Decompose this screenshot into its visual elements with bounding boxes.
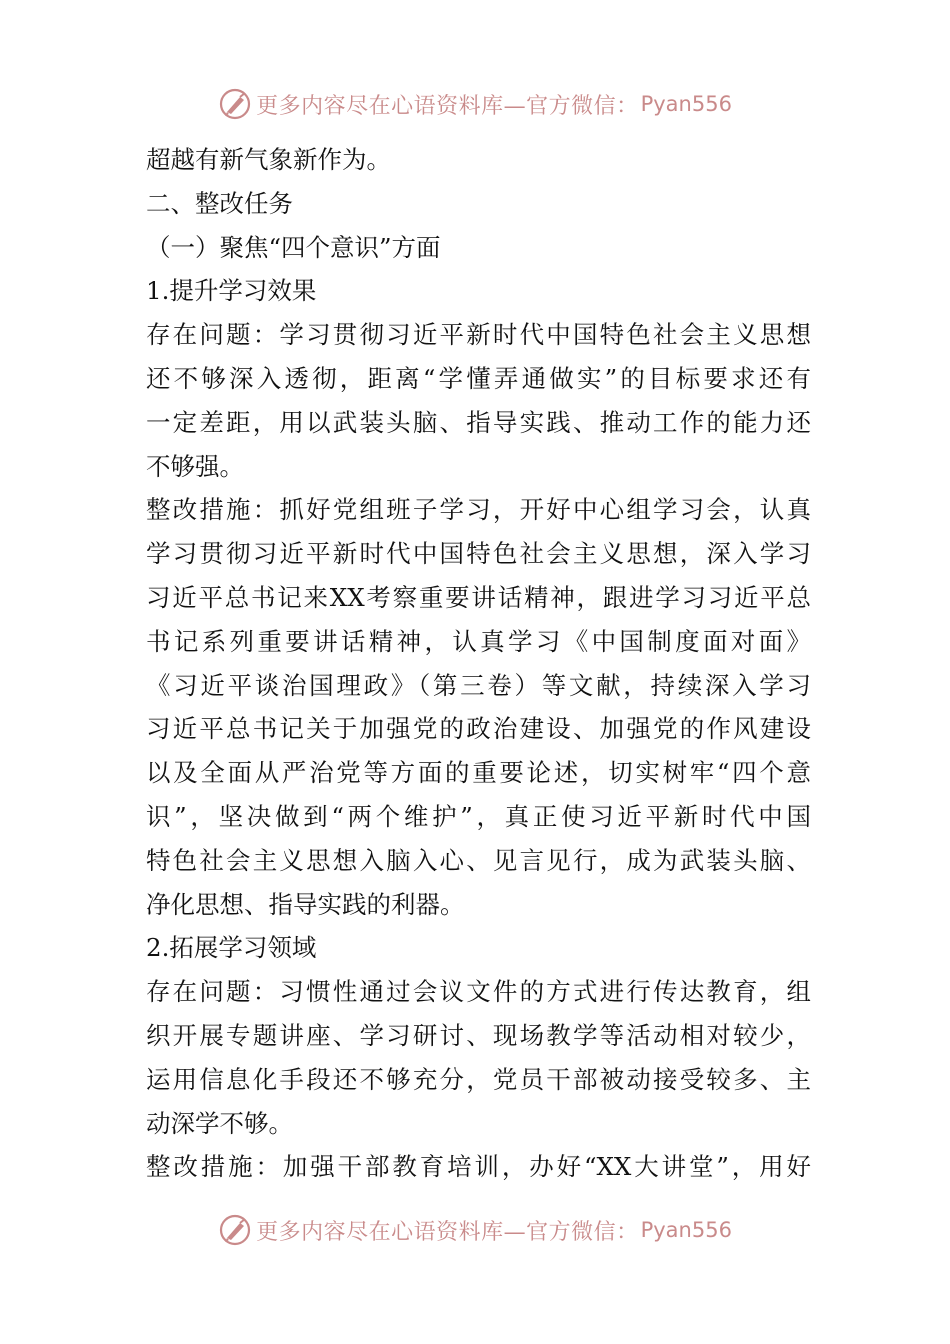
text-line: 整改措施：加强干部教育培训，办好“XX大讲堂”，用好 — [146, 1152, 811, 1182]
text-line: 习近平总书记来XX考察重要讲话精神，跟进学习习近平总 — [146, 582, 811, 612]
watermark-header — [0, 84, 950, 124]
watermark-text: 更多内容尽在心语资料库—官方微信： — [256, 93, 639, 119]
text-line: 以及全面从严治党等方面的重要论述，切实树牢“四个意 — [146, 758, 811, 788]
text-line: 书记系列重要讲话精神，认真学习《中国制度面对面》 — [146, 626, 811, 656]
text-line: 存在问题：学习贯彻习近平新时代中国特色社会主义思想 — [146, 320, 811, 350]
text-line: 不够强。 — [146, 451, 244, 481]
text-line: 织开展专题讲座、学习研讨、现场教学等活动相对较少， — [146, 1020, 811, 1050]
text-line: 习近平总书记关于加强党的政治建设、加强党的作风建设 — [146, 714, 811, 744]
text-line: 二、整改任务 — [146, 188, 293, 218]
text-line: 存在问题：习惯性通过会议文件的方式进行传达教育，组 — [146, 977, 811, 1007]
text-line: 整改措施：抓好党组班子学习，开好中心组学习会，认真 — [146, 495, 811, 525]
text-line: 2.拓展学习领域 — [146, 933, 317, 963]
pen-nib-logo-icon — [218, 87, 252, 121]
text-line: 超越有新气象新作为。 — [146, 145, 391, 174]
text-line: 动深学不够。 — [146, 1108, 293, 1138]
document-body — [146, 138, 811, 1189]
text-line: 还不够深入透彻，距离“学懂弄通做实”的目标要求还有 — [146, 363, 811, 393]
text-line: 《习近平谈治国理政》（第三卷）等文献，持续深入学习 — [146, 670, 811, 700]
text-line: （一）聚焦“四个意识”方面 — [146, 232, 441, 262]
text-line: 识”，坚决做到“两个维护”，真正使习近平新时代中国 — [146, 801, 811, 831]
text-line: 净化思想、指导实践的利器。 — [146, 889, 465, 919]
watermark-footer — [0, 1210, 950, 1250]
watermark-wechat-id: Pyan556 — [640, 1218, 732, 1242]
text-line: 1.提升学习效果 — [146, 276, 317, 306]
pen-nib-logo-icon — [218, 1213, 252, 1247]
text-line: 一定差距，用以武装头脑、指导实践、推动工作的能力还 — [146, 407, 811, 437]
text-line: 学习贯彻习近平新时代中国特色社会主义思想，深入学习 — [146, 539, 811, 569]
watermark-text: 更多内容尽在心语资料库—官方微信： — [256, 1219, 639, 1245]
text-line: 特色社会主义思想入脑入心、见言见行，成为武装头脑、 — [146, 845, 811, 875]
text-line: 运用信息化手段还不够充分，党员干部被动接受较多、主 — [146, 1064, 811, 1094]
watermark-wechat-id: Pyan556 — [640, 92, 732, 116]
